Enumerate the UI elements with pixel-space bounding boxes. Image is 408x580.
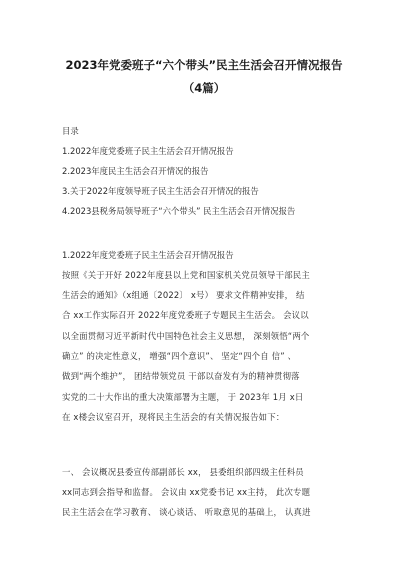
- paragraph-line: 一、 会议概况县委宣传部副部长 xx， 县委组织部四级主任科员: [62, 467, 304, 477]
- document-title: 2023年党委班子“六个带头”民主生活会召开情况报告: [65, 58, 343, 72]
- paragraph-line: 确立” 的决定性意义， 增强“四个意识”、 坚定“四个自 信” 、: [62, 351, 297, 361]
- paragraph-line: 实党的二十大作出的重大决策部署为主题， 于 2023年 1月 x日: [62, 392, 304, 402]
- toc-item: 1.2022年度党委班子民主生活会召开情况报告: [62, 146, 234, 156]
- paragraph-line: 生活会的通知》（x组通〔2022〕 x号） 要求文件精神安排， 结: [62, 290, 305, 300]
- paragraph-line: 以全面贯彻习近平新时代中国特色社会主义思想， 深刻领悟“两个: [62, 331, 310, 341]
- paragraph-line: 按照《关于开好 2022年度县以上党和国家机关党员领导干部民主: [62, 270, 310, 280]
- toc-item: 3.关于2022年度领导班子民主生活会召开情况的报告: [62, 186, 259, 196]
- paragraph-line: xx同志到会指导和监督。 会议由 xx党委书记 xx主持， 此次专题: [62, 487, 311, 497]
- paragraph-line: 在 x楼会议室召开，现将民主生活会的有关情况报告如下：: [62, 412, 285, 422]
- paragraph-line: 合 xx工作实际召开 2022年度党委班子专题民主生活会。 会议以: [62, 310, 309, 320]
- paragraph-line: 民主生活会在学习教育、 谈心谈话、 听取意见的基础上， 认真进: [62, 507, 311, 517]
- toc-heading: 目录: [62, 126, 79, 136]
- section-heading: 1.2022年度党委班子民主生活会召开情况报告: [62, 250, 234, 260]
- paragraph-line: 做到“两个维护”， 团结带领党员 干部以奋发有为的精神贯彻落: [62, 371, 300, 381]
- toc-item: 2.2023年度民主生活会召开情况的报告: [62, 166, 209, 176]
- toc-item: 4.2023县税务局领导班子“六个带头” 民主生活会召开情况报告: [62, 206, 296, 216]
- document-subtitle-count: （4篇）: [182, 81, 226, 95]
